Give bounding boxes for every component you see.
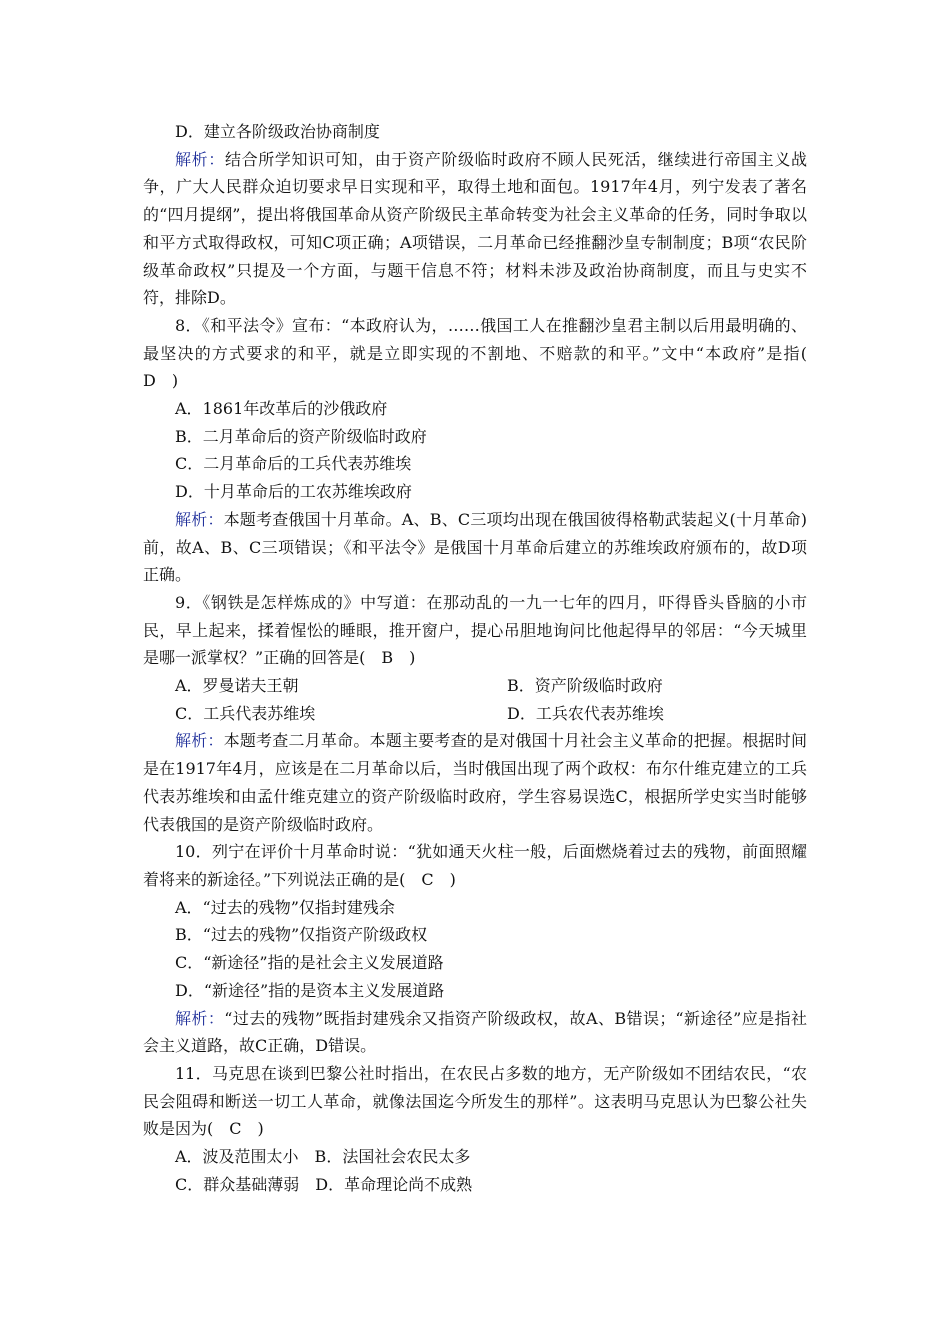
- analysis-label: 解析：: [175, 509, 224, 529]
- q9-stem: 9．《钢铁是怎样炼成的》中写道：在那动乱的一九一七年的四月，吓得昏头昏脑的小市民，早上起来，揉着惺忪的睡眼，推开窗户，提心吊胆地询问比他起得早的邻居：“今天城里是哪一派掌权？”正确的回答是( B ): [143, 592, 807, 668]
- q8-option-b: B．二月革命后的资产阶级临时政府: [175, 426, 427, 446]
- q7-analysis: [143, 146, 807, 312]
- q8-analysis: [143, 506, 807, 589]
- q9-option-b: B．资产阶级临时政府: [507, 676, 663, 696]
- q8-stem: 8．《和平法令》宣布：“本政府认为，……俄国工人在推翻沙皇君主制以后用最明确的、最坚决的方式要求的和平，就是立即实现的不割地、不赔款的和平。”文中“本政府”是指( D ): [143, 315, 824, 391]
- q8-option-c: C．二月革命后的工兵代表苏维埃: [175, 454, 412, 474]
- q10-stem: 10．列宁在评价十月革命时说：“犹如通天火柱一般，后面燃烧着过去的残物，前面照耀着将来的新途径。”下列说法正确的是( C ): [143, 842, 807, 889]
- q9-option-c: C．工兵代表苏维埃: [175, 703, 316, 723]
- q9-options-row-2: [143, 700, 807, 728]
- q10-analysis: [143, 1005, 807, 1060]
- q7-option-d: D．建立各阶级政治协商制度: [175, 122, 380, 141]
- analysis-label: 解析：: [175, 149, 225, 169]
- document-page: [143, 118, 824, 1198]
- analysis-text: 结合所学知识可知，由于资产阶级临时政府不顾人民死活，继续进行帝国主义战争，广大人民群众迫切要求早日实现和平，取得土地和面包。1917年4月，列宁发表了著名的“四月提纲”，提出将俄国革命从资产阶级民主革命转变为社会主义革命的任务，同时争取以和平方式取得政权，可知C项正确；A项错误，二月革命已经推翻沙皇专制制度；B项“农民阶级革命政权”只提及一个方面，与题干信息不符；材料未涉及政治协商制度，而且与史实不符，排除D。: [143, 149, 807, 308]
- q8-option-a: A．1861年改革后的沙俄政府: [175, 399, 388, 419]
- q10-option-c: C．“新途径”指的是社会主义发展道路: [175, 953, 444, 973]
- q10-option-d: D．“新途径”指的是资本主义发展道路: [175, 980, 445, 1000]
- analysis-label: 解析：: [175, 731, 224, 751]
- q9-option-d: D．工兵农代表苏维埃: [507, 703, 664, 723]
- q9-options-row-1: [143, 672, 807, 700]
- q11-options-row-1: A．波及范围太小 B．法国社会农民太多: [175, 1147, 471, 1167]
- q9-option-a: A．罗曼诺夫王朝: [175, 676, 299, 696]
- q8-option-d: D．十月革命后的工农苏维埃政府: [175, 482, 412, 502]
- analysis-label: 解析：: [175, 1008, 225, 1028]
- q11-stem: 11．马克思在谈到巴黎公社时指出，在农民占多数的地方，无产阶级如不团结农民，“农民会阻碍和断送一切工人革命，就像法国迄今所发生的那样”。这表明马克思认为巴黎公社失败是因为( C ): [143, 1063, 807, 1139]
- q11-options-row-2: C．群众基础薄弱 D．革命理论尚不成熟: [175, 1174, 473, 1194]
- q10-option-b: B．“过去的残物”仅指资产阶级政权: [175, 925, 428, 945]
- q10-option-a: A．“过去的残物”仅指封建残余: [175, 897, 395, 917]
- q9-analysis: [143, 727, 807, 838]
- analysis-text: 本题考查二月革命。本题主要考查的是对俄国十月社会主义革命的把握。根据时间是在1917年4月，应该是在二月革命以后，当时俄国出现了两个政权：布尔什维克建立的工兵代表苏维埃和由孟什维克建立的资产阶级临时政府，学生容易误选C，根据所学史实当时能够代表俄国的是资产阶级临时政府。: [143, 731, 807, 834]
- analysis-text: “过去的残物”既指封建残余又指资产阶级政权，故A、B错误；“新途径”应是指社会主义道路，故C正确，D错误。: [143, 1008, 807, 1056]
- analysis-text: 本题考查俄国十月革命。A、B、C三项均出现在俄国彼得格勒武装起义(十月革命)前，故A、B、C三项错误；《和平法令》是俄国十月革命后建立的苏维埃政府颁布的，故D项正确。: [143, 509, 807, 585]
